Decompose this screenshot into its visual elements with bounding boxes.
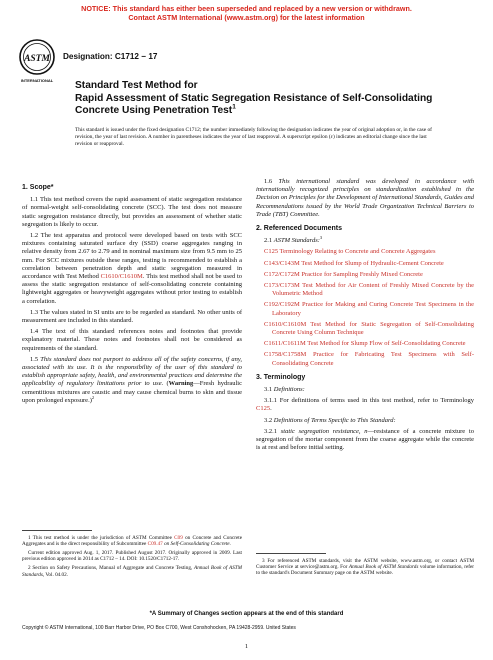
- section-1-5: 1.5 This standard does not purport to address all of the safety concerns, if any, associated with its use. It is the responsibility of the user of this standard to establish appropriate safety, health, and environmental practices and determine the applicability of regulatory limitations prior to use. (Warning—Fresh hydraulic cementitious mixtures are caustic and may cause chemical burns to skin and tissue upon prolonged exposure.)$^2$: [22, 355, 242, 404]
- notice-line-2: Contact ASTM International (www.astm.org) for the latest information: [128, 13, 365, 22]
- section-3-1-1: 3.1.1 For definitions of terms used in this test method, refer to Terminology C125.: [256, 397, 474, 413]
- reference-list: [256, 248, 474, 367]
- section-3-2: 3.2 Definitions of Terms Specific to This Standard:: [264, 416, 396, 424]
- reference-item[interactable]: C192/C192M Practice for Making and Curing Concrete Test Specimens in the Laboratory: [264, 301, 474, 317]
- left-footnotes: [22, 530, 242, 580]
- reference-item[interactable]: C1611/C1611M Test Method for Slump Flow of Self-Consolidating Concrete: [264, 340, 466, 348]
- section-2-1: 2.1 ASTM Standards:$^3$: [264, 235, 323, 245]
- footnote-1: 1 This test method is under the jurisdiction of ASTM Committee C09 on Concrete and Concrete Aggregates and is the direct responsibility of Subcommittee C09.47 on Self-Consolidating Concrete.: [22, 534, 242, 547]
- withdrawal-notice: [0, 4, 493, 22]
- section-1-6: 1.6 This international standard was developed in accordance with internationally recognized principles on standardization established in the Decision on Principles for the Development of International Standards, Guides and Recommendations issued by the World Trade Organization Technical Barriers to Trade (TBT) Committee.: [256, 178, 475, 218]
- section-1-4: 1.4 The text of this standard references notes and footnotes that provide explanatory material. These notes and footnotes shall not be considered as requirements of the standard.: [22, 328, 242, 352]
- standard-note: This standard is issued under the fixed designation C1712; the number immediately following the designation indicates the year of original adoption or, in the case of revision, the year of last revision. A number in parentheses indicates the year of last reapproval. A superscript epsilon (ε) indicates an editorial change since the last revision or reapproval.: [75, 127, 432, 147]
- reference-item[interactable]: C1610/C1610M Test Method for Static Segregation of Self-Consolidating Concrete Using Column Technique: [264, 320, 474, 337]
- notice-line-1: NOTICE: This standard has either been superseded and replaced by a new version or withdrawn.: [81, 4, 412, 13]
- reference-item[interactable]: C125 Terminology Relating to Concrete and Concrete Aggregates: [264, 248, 436, 256]
- link-c09-47[interactable]: C09.47: [147, 540, 163, 547]
- astm-logo-icon: [18, 38, 56, 84]
- right-column: [256, 178, 474, 455]
- footnote-2: 2 Section on Safety Precautions, Manual of Aggregate and Concrete Testing, Annual Book of ASTM Standards, Vol. 04.02.: [22, 565, 242, 578]
- referenced-documents-heading: 2. Referenced Documents: [256, 225, 342, 233]
- scope-heading: 1. Scope*: [22, 184, 54, 191]
- link-c09[interactable]: C09: [174, 534, 183, 541]
- section-3-2-1: 3.2.1 static segregation resistance, n—resistance of a concrete mixture to segregation of the mortar component from the coarse aggregate while the concrete is at rest and before initial setting.: [256, 427, 474, 452]
- footnote-1-edition: Current edition approved Aug. 1, 2017. Published August 2017. Originally approved in 2009. Last previous edition approved in 2014 as C1712 – 14. DOI: 10.1520/C1712-17.: [22, 549, 242, 563]
- section-3-1: 3.1 Definitions:: [264, 386, 305, 394]
- page-number: 1: [244, 643, 249, 650]
- link-c125[interactable]: C125: [256, 405, 271, 413]
- right-footnotes: [256, 553, 474, 579]
- section-1-2: 1.2 The test apparatus and protocol were developed based on tests with SCC mixtures containing saturated surface dry (SSD) coarse aggregates ranging in relative density from 2.67 to 2.79 and in nominal maximum size from 9.5 mm to 25 mm. For SCC mixtures outside these ranges, testing is recommended to establish a correlation between penetration depth and static segregation measured in accordance with Test Method C1610/C1610M. This test method shall not be used to assess the static segregation resistance of self-consolidating concrete containing lightweight aggregates or heavyweight aggregates without prior testing to establish a correlation.: [22, 232, 243, 305]
- title-line-2: Rapid Assessment of Static Segregation Resistance of Self-Consolidating Concrete Using Penetration Test: [75, 92, 433, 116]
- footnote-3: 3 For referenced ASTM standards, visit the ASTM website, www.astm.org, or contact ASTM Customer Service at service@astm.org. For Annual Book of ASTM Standards volume information, refer to the standard's Document Summary page on the ASTM website.: [256, 557, 475, 577]
- link-c1610[interactable]: C1610/C1610M: [100, 273, 143, 281]
- reference-item[interactable]: C173/C173M Test Method for Air Content of Freshly Mixed Concrete by the Volumetric Method: [264, 282, 474, 298]
- reference-item[interactable]: C1758/C1758M Practice for Fabricating Test Specimens with Self-Consolidating Concrete: [264, 351, 474, 367]
- section-1-1: 1.1 This test method covers the rapid assessment of static segregation resistance of normal-weight self-consolidating concrete (SCC). The test does not measure static segregation resistance directly, but provides an assessment of whether static segregation is likely to occur.: [22, 196, 242, 228]
- title-footnote-mark: 1: [232, 103, 236, 111]
- section-1-3: 1.3 The values stated in SI units are to be regarded as standard. No other units of measurement are included in this standard.: [22, 308, 242, 325]
- logo-text: ASTM: [24, 54, 50, 64]
- left-column: [22, 178, 242, 408]
- copyright-line: Copyright © ASTM International, 100 Barr Harbor Drive, PO Box C700, West Conshohocken, PA 19428-2959. United States: [22, 625, 296, 631]
- logo-subtext: INTERNATIONAL: [20, 78, 54, 83]
- document-title: [75, 80, 435, 118]
- reference-item[interactable]: C143/C143M Test Method for Slump of Hydraulic-Cement Concrete: [264, 259, 444, 267]
- terminology-heading: 3. Terminology: [256, 373, 306, 381]
- designation: Designation: C1712 − 17: [63, 52, 158, 61]
- reference-item[interactable]: C172/C172M Practice for Sampling Freshly Mixed Concrete: [264, 270, 423, 278]
- title-line-1: Standard Test Method for: [75, 80, 198, 91]
- summary-of-changes-note: *A Summary of Changes section appears at the end of this standard: [149, 611, 344, 617]
